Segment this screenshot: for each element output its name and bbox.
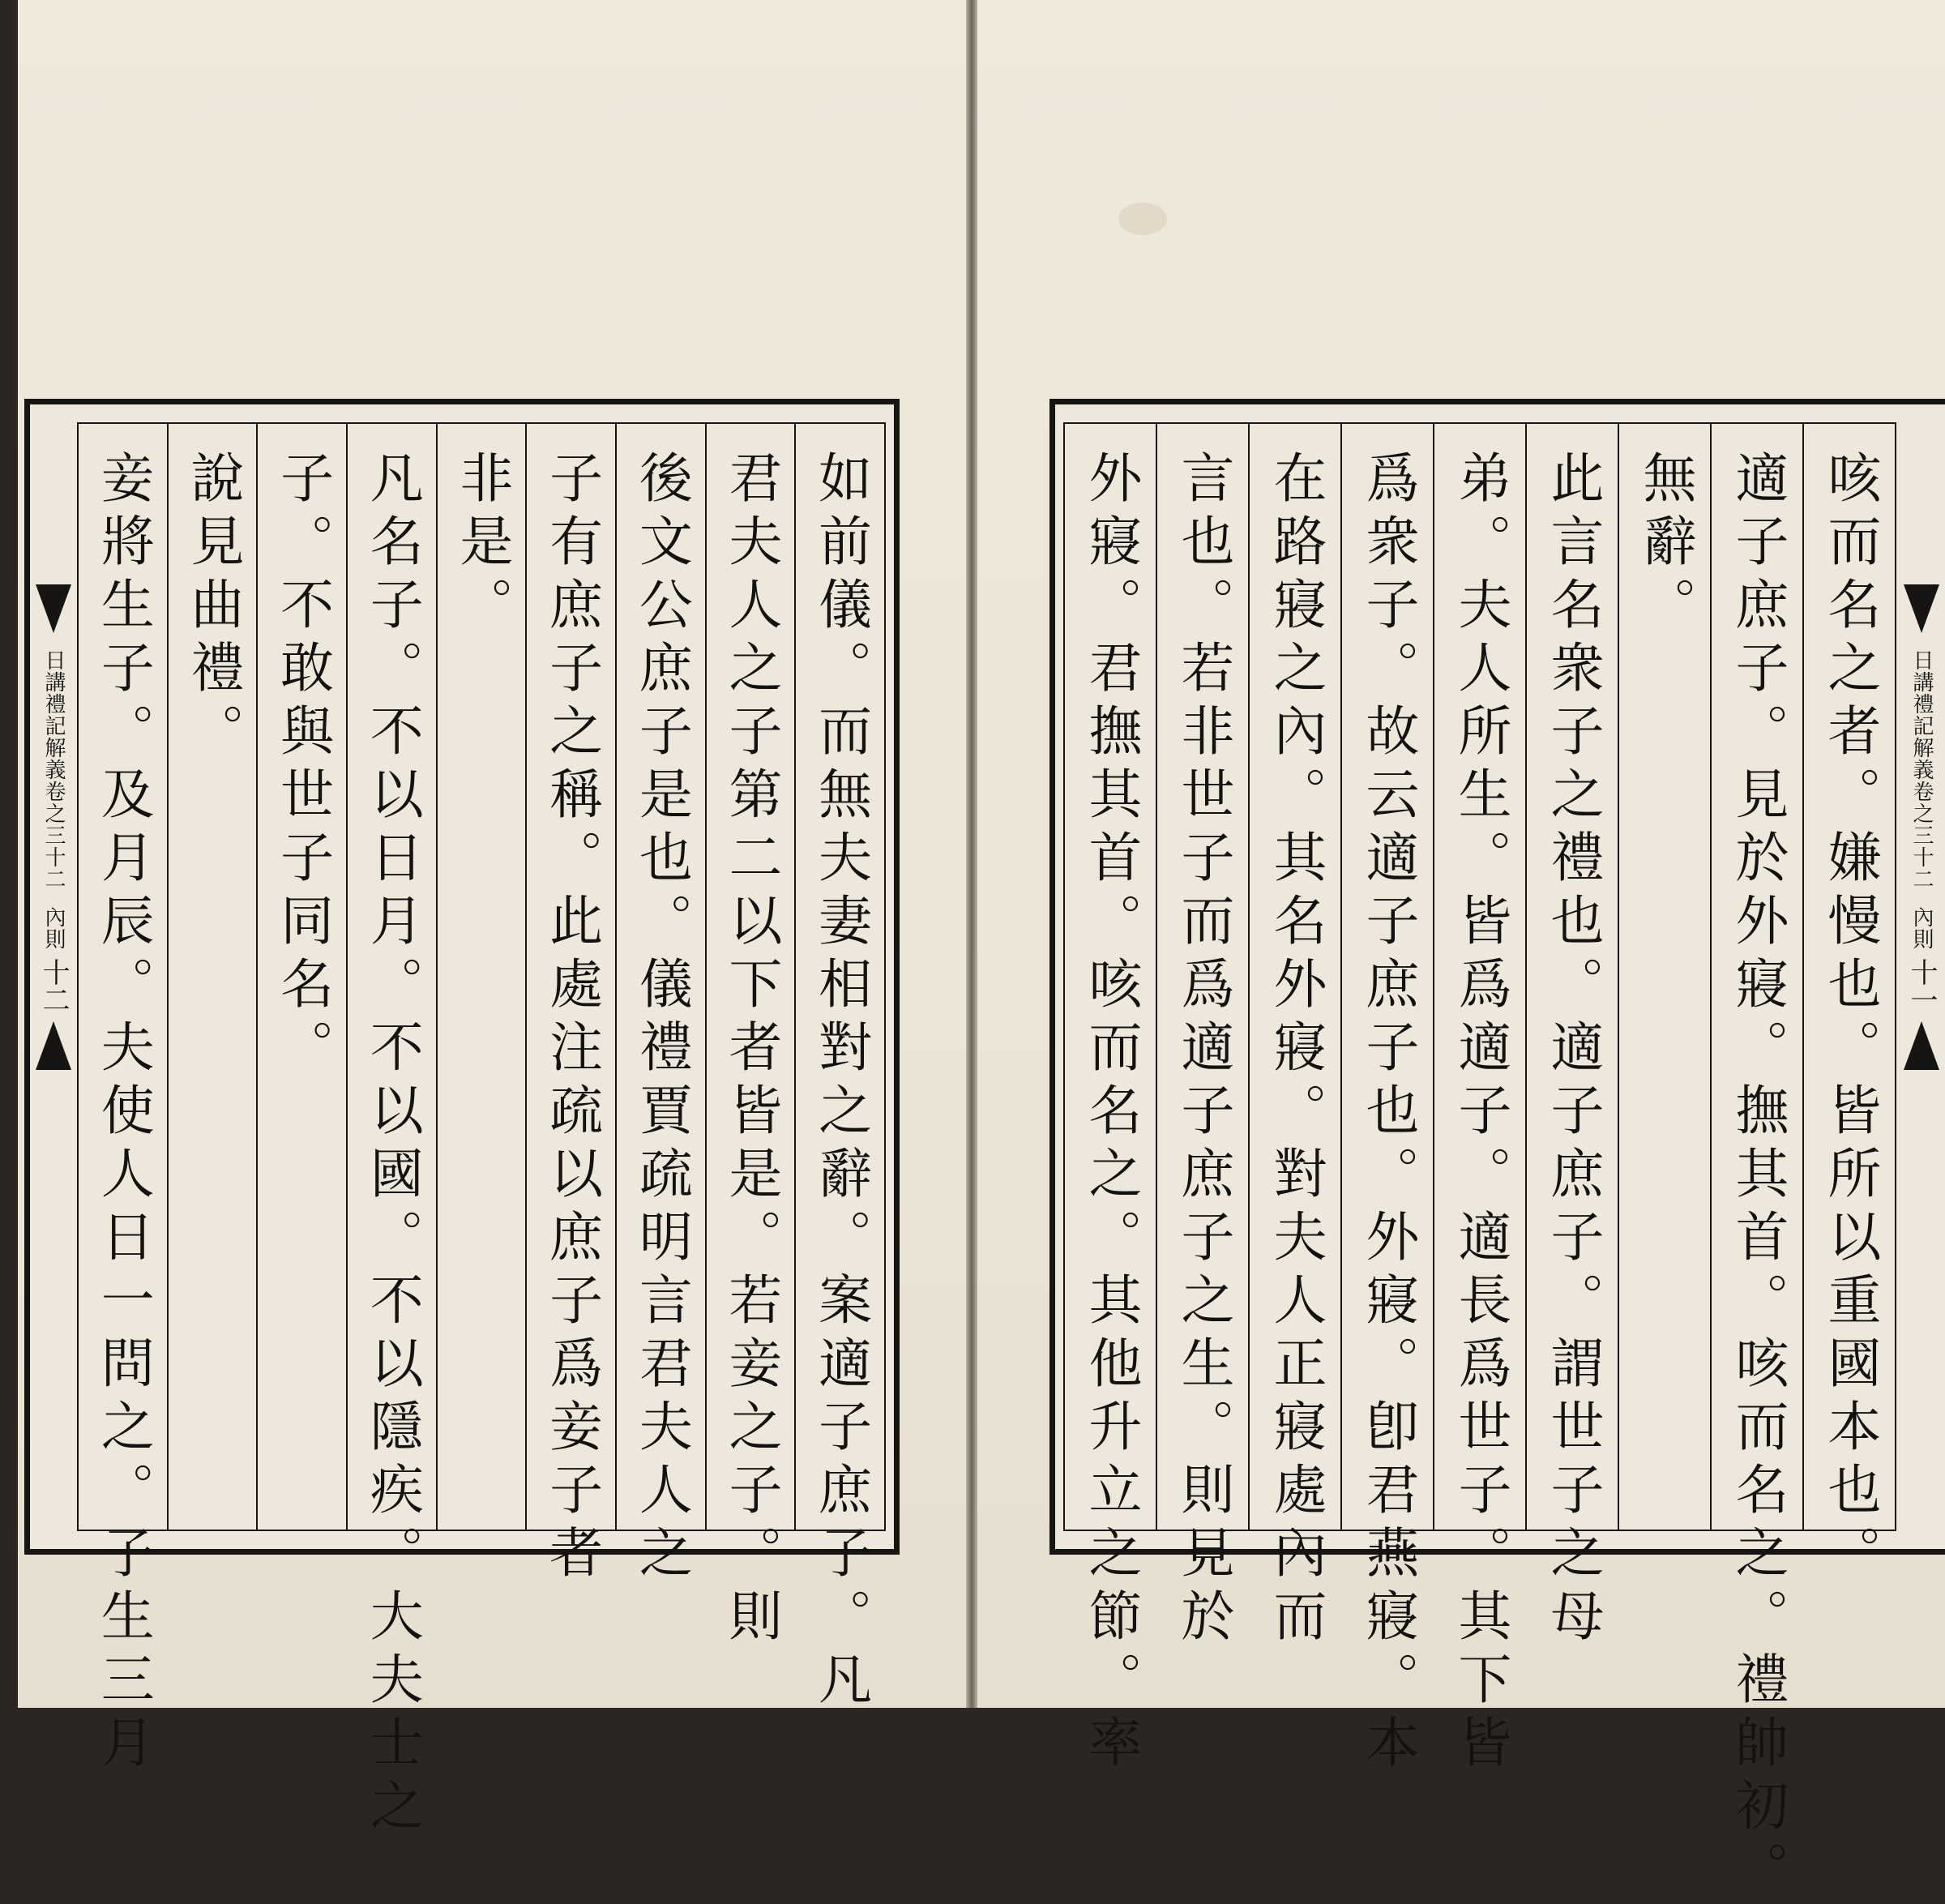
column-text: 此言名衆子之禮也。適子庶子。謂世子之母 <box>1541 450 1604 1651</box>
column-text: 咳而名之者。嫌慢也。皆所以重國本也。 <box>1819 450 1881 1588</box>
column-text: 外寢。君撫其首。咳而名之。其他升立之節。率 <box>1079 450 1142 1778</box>
text-column <box>256 424 346 1530</box>
left-folio-number: 十二 <box>37 958 70 1013</box>
text-column <box>525 424 615 1588</box>
right-spine-margin <box>1901 422 1942 1531</box>
text-column <box>167 424 257 1530</box>
left-spine-section: 內則 <box>41 906 66 950</box>
column-text: 非是。 <box>450 450 513 640</box>
fishtail-mark-bottom <box>1904 1021 1939 1070</box>
text-column <box>1710 424 1802 1904</box>
left-text-block <box>77 422 886 1841</box>
text-column <box>1340 424 1433 1778</box>
column-text: 說見曲禮。 <box>181 450 244 766</box>
right-columns <box>1065 424 1895 1904</box>
column-text: 君夫人之子第二以下者皆是。若妾之子。則 <box>719 450 782 1651</box>
paper-stain <box>1118 203 1167 235</box>
left-text-frame <box>24 399 900 1841</box>
right-spine-section: 內則 <box>1909 906 1934 950</box>
left-columns <box>79 424 884 1841</box>
column-text: 弟。夫人所生。皆爲適子。適長爲世子。其下皆 <box>1449 450 1511 1778</box>
column-text: 子有庶子之稱。此處注疏以庶子爲妾子者 <box>540 450 603 1588</box>
text-column <box>794 424 884 1714</box>
column-text: 無辭。 <box>1634 450 1696 640</box>
column-text: 適子庶子。見於外寢。撫其首。咳而名之。禮帥初。 <box>1726 450 1789 1904</box>
column-text: 如前儀。而無夫妻相對之辭。案適子庶子。凡 <box>809 450 872 1714</box>
text-column <box>79 424 167 1778</box>
text-column <box>615 424 705 1588</box>
column-text: 言也。若非世子而爲適子庶子之生。則見於 <box>1172 450 1234 1651</box>
column-text: 在路寢之內。其名外寢。對夫人正寢處內而 <box>1264 450 1327 1651</box>
column-text: 凡名子。不以日月。不以國。不以隱疾。大夫士之 <box>361 450 424 1841</box>
column-text: 子。不敢與世子同名。 <box>271 450 334 1082</box>
fishtail-mark-top <box>36 584 71 633</box>
text-column <box>346 424 436 1841</box>
fishtail-mark-bottom <box>36 1021 71 1070</box>
text-column <box>705 424 795 1651</box>
text-column <box>1525 424 1618 1651</box>
column-text: 爲衆子。故云適子庶子也。外寢。卽君燕寢。本 <box>1357 450 1419 1778</box>
right-text-block <box>1063 422 1896 1904</box>
column-text: 後文公庶子是也。儀禮賈疏明言君夫人之 <box>630 450 693 1588</box>
text-column <box>1433 424 1525 1778</box>
text-column <box>1618 424 1710 1530</box>
left-spine-title: 日講禮記解義卷之三十二 <box>41 649 66 890</box>
right-spine-title: 日講禮記解義卷之三十二 <box>1909 649 1934 890</box>
column-text: 妾將生子。及月辰。夫使人日一問之。子生三月 <box>92 450 155 1778</box>
fishtail-mark-top <box>1904 584 1939 633</box>
text-column <box>1248 424 1340 1651</box>
text-column <box>436 424 526 1530</box>
right-folio-number: 十一 <box>1905 958 1938 1013</box>
text-column <box>1065 424 1156 1778</box>
left-spine-margin <box>33 422 74 1531</box>
book-gutter <box>966 0 977 1708</box>
text-column <box>1156 424 1248 1651</box>
right-text-frame <box>1049 399 1945 1904</box>
text-column <box>1802 424 1895 1588</box>
